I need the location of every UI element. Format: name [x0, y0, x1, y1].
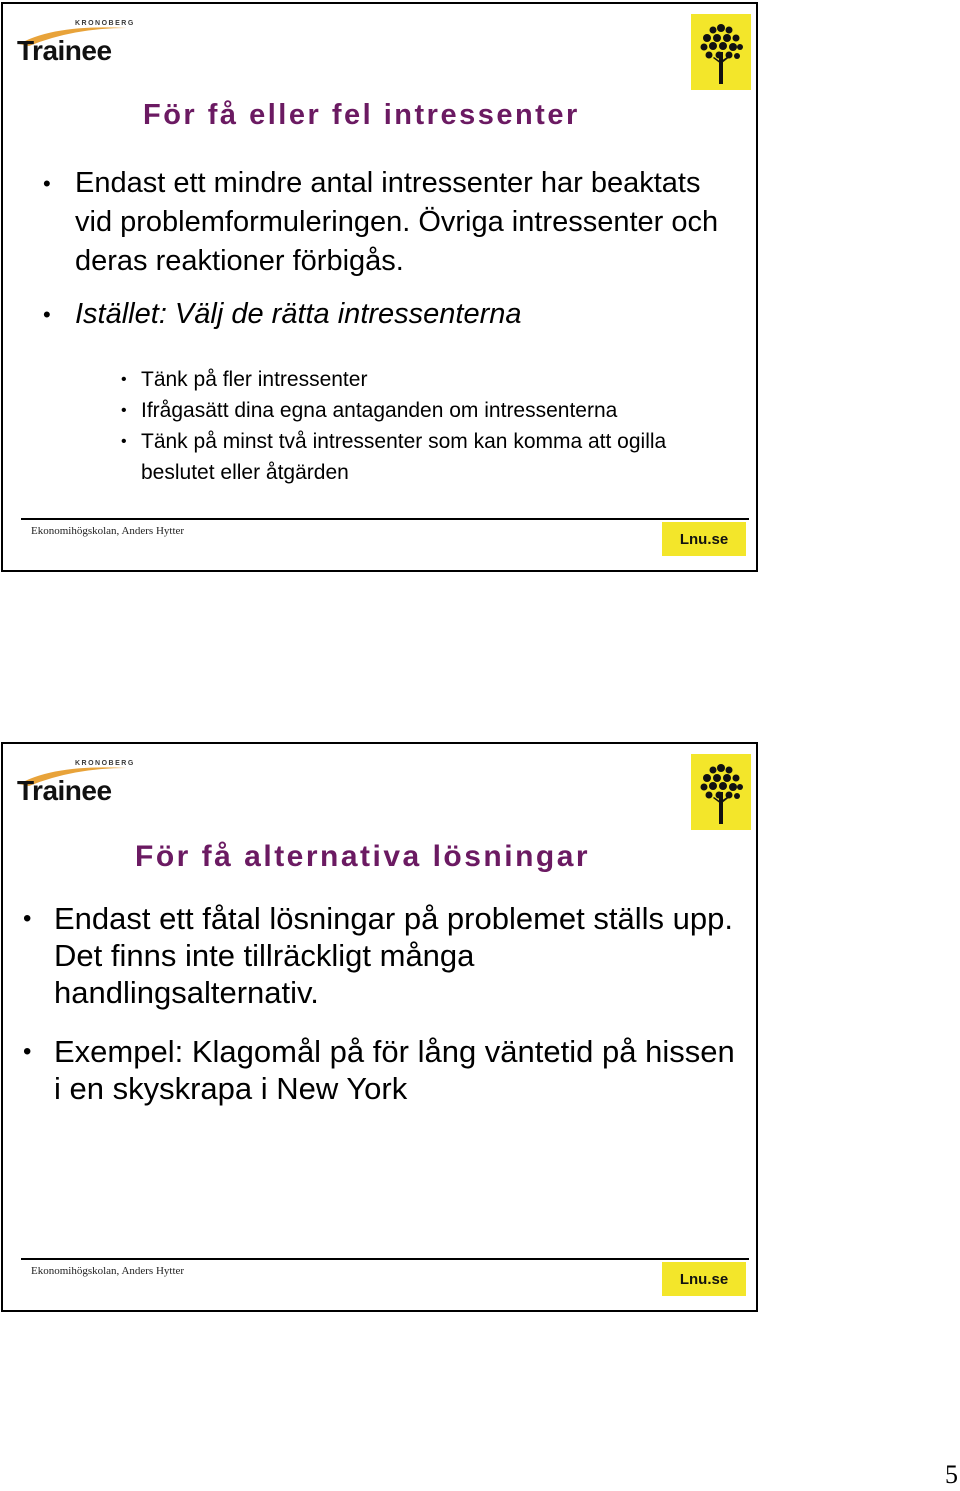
slide-title: För få eller fel intressenter	[143, 99, 580, 131]
tree-icon	[691, 14, 751, 90]
sub-bullet-item: • Tänk på minst två intressenter som kan komma att ogilla beslutet eller åtgärden	[121, 426, 731, 488]
bullet-item: • Exempel: Klagomål på för lång väntetid på hissen i en skyskrapa i New York	[23, 1034, 735, 1106]
slide-2	[1, 742, 758, 1312]
bullet-icon: •	[121, 402, 127, 419]
slide-title: För få alternativa lösningar	[135, 840, 591, 873]
bullet-icon: •	[23, 905, 32, 932]
sub-bullet-item: • Ifrågasätt dina egna antaganden om intressenterna	[121, 395, 731, 426]
footer-text: Ekonomihögskolan, Anders Hytter	[31, 1265, 185, 1277]
bullet-icon: •	[43, 302, 51, 327]
lnu-logo: Lnu.se	[662, 1262, 746, 1296]
trainee-wordmark: Trainee	[17, 35, 112, 66]
page-number: 5	[945, 1460, 958, 1489]
footer-text: Ekonomihögskolan, Anders Hytter	[31, 525, 185, 537]
bullet-list	[23, 900, 743, 1129]
bullet-icon: •	[121, 433, 127, 450]
bullet-item: • Endast ett fåtal lösningar på problemet ställs upp. Det finns inte tillräckligt många handlingsalternativ.	[23, 901, 733, 1010]
kronoberg-label: KRONOBERG	[75, 760, 135, 767]
sub-bullet-item: • Tänk på fler intressenter	[121, 364, 731, 395]
tree-icon	[691, 754, 751, 830]
bullet-icon: •	[121, 371, 127, 388]
slide-1	[1, 2, 758, 572]
kronoberg-label: KRONOBERG	[75, 20, 135, 27]
sub-bullet-list	[121, 364, 731, 488]
trainee-logo	[15, 20, 139, 64]
lnu-logo: Lnu.se	[662, 522, 746, 556]
trainee-logo	[15, 760, 139, 804]
footer-divider	[21, 518, 749, 520]
trainee-wordmark: Trainee	[17, 775, 112, 806]
bullet-list	[43, 164, 743, 348]
footer-divider	[21, 1258, 749, 1260]
bullet-icon: •	[23, 1038, 32, 1065]
bullet-item: • Endast ett mindre antal intressenter har beaktats vid problemformuleringen. Övriga intressenter och deras reaktioner förbigås.	[43, 164, 743, 281]
bullet-item: • Istället: Välj de rätta intressenterna	[43, 295, 743, 334]
bullet-icon: •	[43, 171, 51, 196]
